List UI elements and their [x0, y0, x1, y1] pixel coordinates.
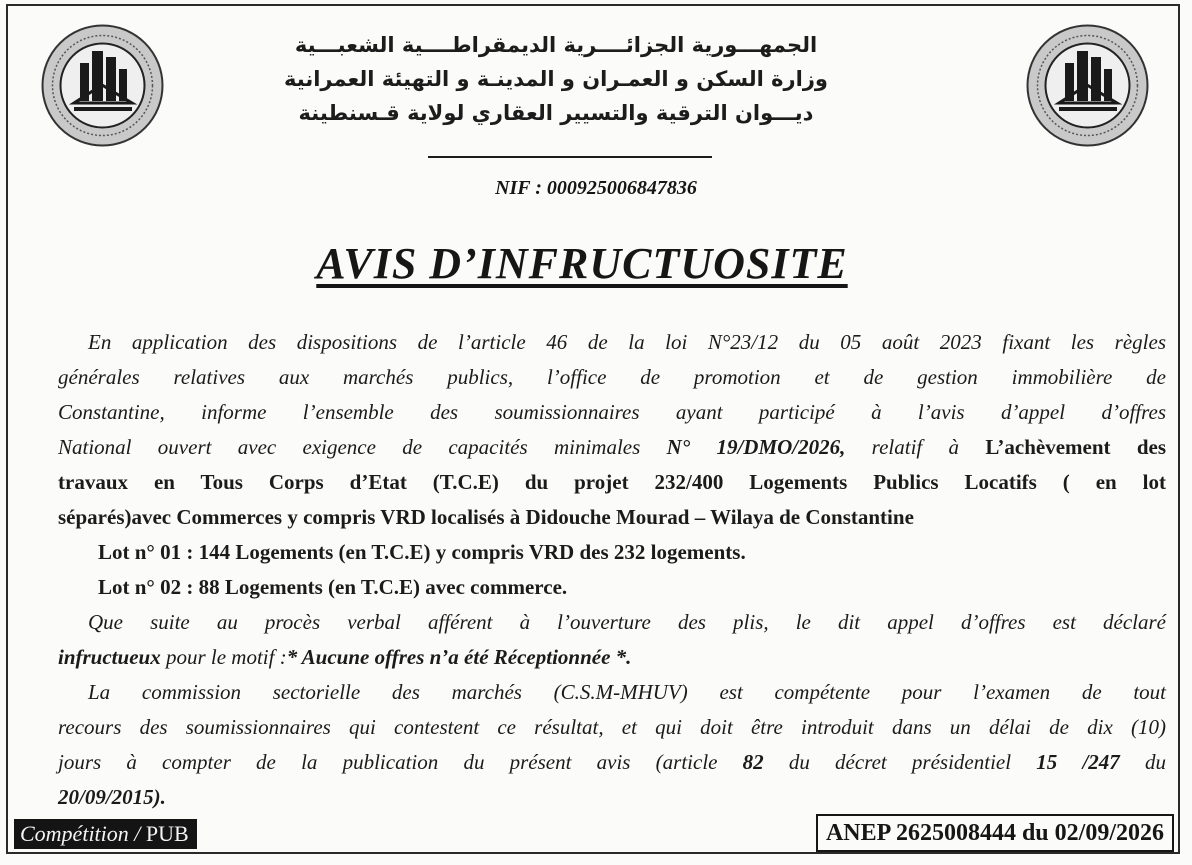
nif-number: NIF : 000925006847836 — [495, 177, 697, 199]
tender-number: N° 19/DMO/2026, — [666, 435, 846, 459]
header-divider — [428, 156, 712, 158]
p2-line2 — [58, 640, 1166, 675]
p3-du: du — [1119, 750, 1166, 774]
p3-line3 — [58, 745, 1166, 780]
p2-line1: Que suite au procès verbal afférent à l’ouverture des plis, le dit appel d’offres est déclaré — [88, 610, 1166, 634]
p1-line4 — [58, 430, 1166, 465]
opgi-seal-right-icon — [1025, 23, 1150, 148]
p2-reason: * Aucune offres n’a été Réceptionnée *. — [286, 645, 632, 669]
article-number: 82 — [742, 750, 764, 774]
header-line-ministry: وزارة السكن و العمـران و المدينـة و التهيئة العمرانية — [284, 67, 828, 91]
p3-line4: 20/09/2015). — [58, 785, 166, 809]
opgi-seal-left-icon — [40, 23, 165, 148]
p1-line1: En application des dispositions de l’article 46 de la loi N°23/12 du 05 août 2023 fixant les règles — [88, 330, 1166, 354]
decree-number: 15 /247 — [1036, 750, 1120, 774]
project-start: L’achèvement des — [985, 435, 1167, 459]
notice-body — [58, 325, 1166, 815]
p1-line4-text: National ouvert avec exigence de capacités minimales — [58, 435, 667, 459]
arabic-header — [250, 28, 862, 130]
anep-reference: ANEP 2625008444 du 02/09/2026 — [816, 814, 1174, 852]
publication-tag-section: Compétition / — [20, 821, 141, 846]
p3-line1: La commission sectorielle des marchés (C.S.M-MHUV) est compétente pour l’examen de tout — [88, 680, 1166, 704]
p1-line4-relatif: relatif à — [845, 435, 986, 459]
header-line-office: ديـــوان الترقية والتسيير العقاري لولاية قـسنطينة — [298, 101, 814, 125]
p2-motif: pour le motif : — [160, 645, 287, 669]
lot-02: Lot n° 02 : 88 Logements (en T.C.E) avec commerce. — [98, 575, 568, 599]
p1-line5: travaux en Tous Corps d’Etat (T.C.E) du projet 232/400 Logements Publics Locatifs ( en lot — [58, 470, 1166, 494]
header-line-republic: الجمهـــورية الجزائــــرية الديمقراطــــية الشعبـــية — [294, 33, 818, 57]
publication-tag — [14, 819, 197, 849]
infructueux-word: infructueux — [58, 645, 161, 669]
notice-title: AVIS D’INFRUCTUOSITE — [316, 239, 848, 288]
p1-line3: Constantine, informe l’ensemble des soumissionnaires ayant participé à l’avis d’appel d’offres — [58, 400, 1166, 424]
p3-line2: recours des soumissionnaires qui contestent ce résultat, et qui doit être introduit dans un délai de dix (10) — [58, 715, 1166, 739]
p3-decret: du décret présidentiel — [763, 750, 1037, 774]
lot-01: Lot n° 01 : 144 Logements (en T.C.E) y compris VRD des 232 logements. — [98, 540, 746, 564]
p1-line6: séparés)avec Commerces y compris VRD localisés à Didouche Mourad – Wilaya de Constantine — [58, 505, 914, 529]
publication-tag-type: PUB — [140, 821, 189, 846]
p1-line2: générales relatives aux marchés publics, l’office de promotion et de gestion immobilière de — [58, 365, 1166, 389]
p3-line3-text: jours à compter de la publication du présent avis (article — [58, 750, 743, 774]
